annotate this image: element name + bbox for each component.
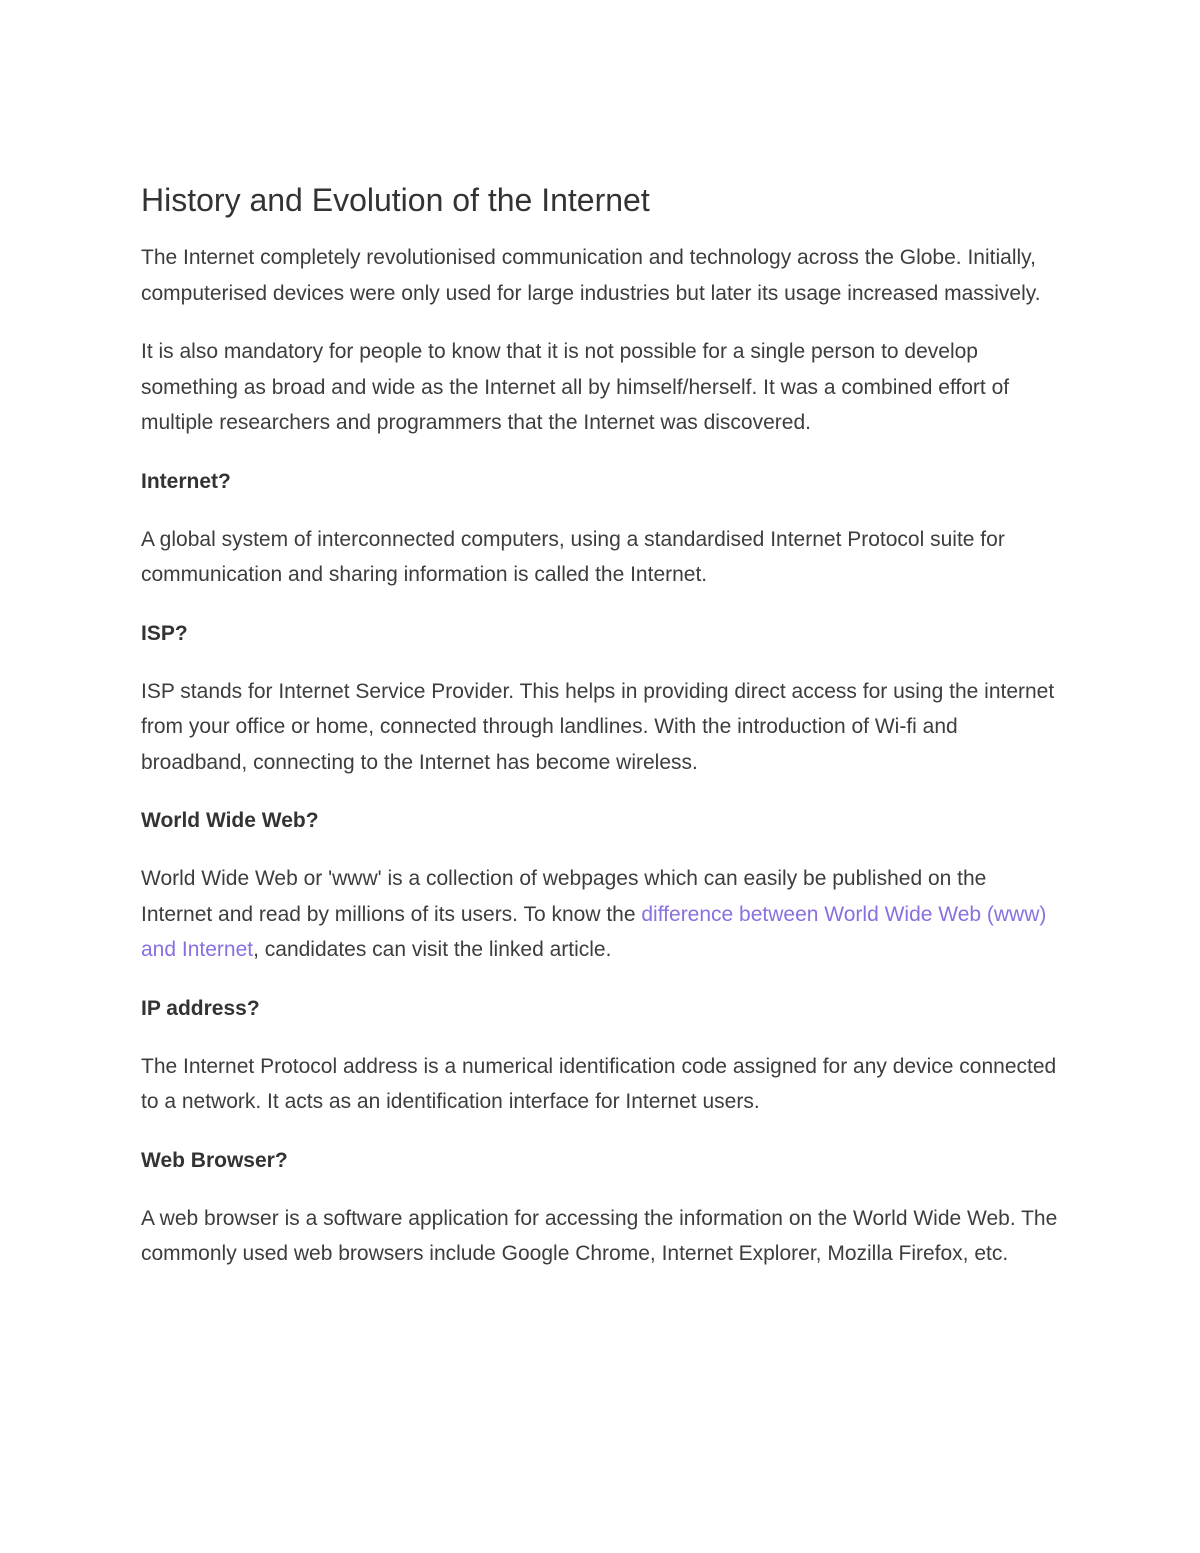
intro-paragraph-1: The Internet completely revolutionised communication and technology across the Globe. Initially, computerised devices were only used for large industries but later its usage increased massively. — [141, 246, 1041, 305]
section-heading-www: World Wide Web? — [141, 809, 319, 832]
section-heading-internet: Internet? — [141, 469, 231, 493]
section-body-isp: ISP stands for Internet Service Provider. This helps in providing direct access for using the internet from your office or home, connected through landlines. With the introduction of Wi-fi and broadband, connecting to the Internet has become wireless. — [141, 679, 1055, 774]
section-heading-isp: ISP? — [141, 621, 188, 645]
www-text-before-link: World Wide Web or 'www' is a collection of webpages which can easily be published on the Internet and read by millions of its users. To know the — [141, 867, 987, 926]
section-body-web-browser: A web browser is a software application for accessing the information on the World Wide Web. The commonly used web browsers include Google Chrome, Internet Explorer, Mozilla Firefox, etc. — [141, 1206, 1058, 1265]
section-heading-web-browser: Web Browser? — [141, 1148, 288, 1172]
section-body-internet: A global system of interconnected computers, using a standardised Internet Protocol suite for communication and sharing information is called the Internet. — [141, 527, 1005, 586]
intro-paragraph-2: It is also mandatory for people to know that it is not possible for a single person to develop something as broad and wide as the Internet all by himself/herself. It was a combined effort of multiple researchers and programmers that the Internet was discovered. — [141, 340, 1010, 434]
section-heading-ip-address: IP address? — [141, 996, 260, 1020]
section-body-ip-address: The Internet Protocol address is a numerical identification code assigned for any device connected to a network. It acts as an identification interface for Internet users. — [141, 1054, 1057, 1113]
page-title: History and Evolution of the Internet — [141, 182, 650, 218]
difference-www-internet-link[interactable]: difference between World Wide Web (www) and Internet — [141, 902, 1047, 961]
www-text-after-link: , candidates can visit the linked article. — [253, 938, 612, 961]
section-body-www — [141, 861, 1061, 968]
document-page — [141, 176, 1061, 1295]
